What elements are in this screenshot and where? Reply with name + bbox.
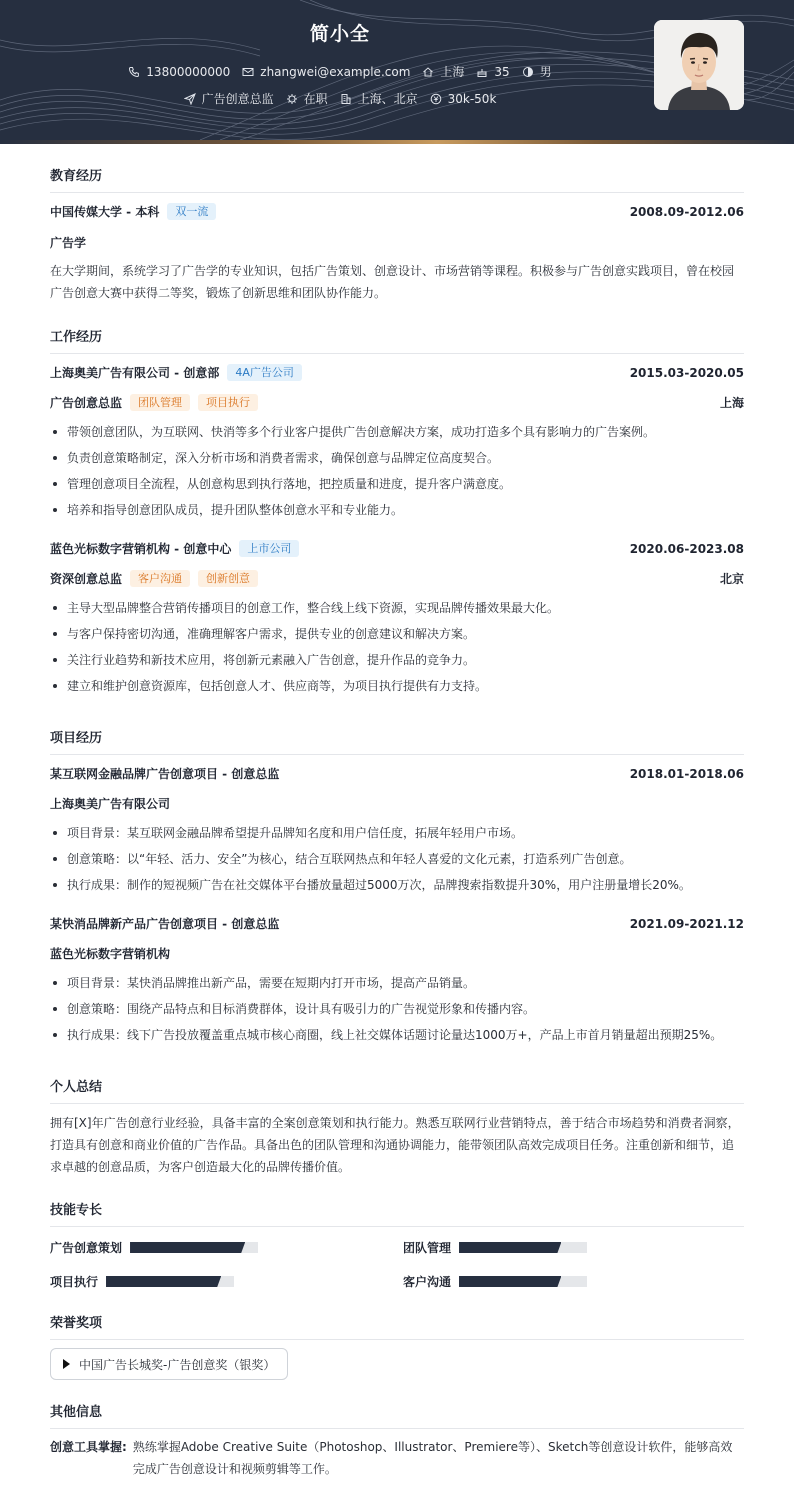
gender-text: 男 <box>539 65 552 79</box>
list-item: 创意策略：以“年轻、活力、安全”为核心，结合互联网热点和年轻人喜爱的文化元素，打造系列广告创意。 <box>50 846 744 872</box>
list-item: 与客户保持密切沟通，准确理解客户需求，提供专业的创意建议和解决方案。 <box>50 621 744 647</box>
list-item: 创意策略：围绕产品特点和目标消费群体，设计具有吸引力的广告视觉形象和传播内容。 <box>50 996 744 1022</box>
project-2-period: 2021.09-2021.12 <box>629 916 744 931</box>
work-1-company: 上海奥美广告有限公司 - 创意部 <box>50 366 220 380</box>
target-city-text: 上海、北京 <box>357 92 418 106</box>
skill-item <box>50 1239 258 1256</box>
list-item: 主导大型品牌整合营销传播项目的创意工作，整合线上线下资源，实现品牌传播效果最大化。 <box>50 595 744 621</box>
skill-name: 客户沟通 <box>403 1275 452 1289</box>
skill-bar-fill <box>106 1276 221 1287</box>
skill-name: 项目执行 <box>50 1275 99 1289</box>
list-item: 负责创意策略制定，深入分析市场和消费者需求，确保创意与品牌定位高度契合。 <box>50 445 744 471</box>
city-item <box>422 63 464 80</box>
work-1-location: 上海 <box>719 396 744 410</box>
salary-text: 30k-50k <box>447 91 497 106</box>
skill-name: 团队管理 <box>403 1241 452 1255</box>
cake-icon <box>476 66 488 78</box>
project-2-bullets <box>50 970 744 1048</box>
avatar-portrait <box>654 20 744 110</box>
avatar <box>654 20 744 110</box>
target-city-item <box>340 90 418 107</box>
header-accent-bar <box>0 140 794 144</box>
email-item <box>242 65 410 79</box>
work-1-skill-tag: 项目执行 <box>198 394 258 411</box>
list-item: 执行成果：制作的短视频广告在社交媒体平台播放量超过5000万次，品牌搜索指数提升30%，用户注册量增长20%。 <box>50 872 744 898</box>
project-1-org: 上海奥美广告有限公司 <box>50 797 171 811</box>
age-text: 35 <box>494 64 510 79</box>
list-item: 带领创意团队，为互联网、快消等多个行业客户提供广告创意解决方案，成功打造多个具有影响力的广告案例。 <box>50 419 744 445</box>
section-title-other: 其他信息 <box>50 1401 744 1429</box>
award-item[interactable] <box>50 1348 288 1380</box>
project-1-period: 2018.01-2018.06 <box>629 766 744 781</box>
work-2-title: 资深创意总监 <box>50 572 123 586</box>
status-gear-icon <box>286 93 298 105</box>
work-1-company-tag: 4A广告公司 <box>227 364 302 381</box>
education-heading-row <box>50 203 744 220</box>
skill-bar <box>130 1242 258 1253</box>
project-1-heading-row <box>50 765 744 782</box>
salary-item <box>430 92 497 106</box>
other-info-label: 创意工具掌握: <box>50 1440 127 1454</box>
skill-bar <box>106 1276 234 1287</box>
resume-header <box>0 0 794 140</box>
skill-bar-fill <box>130 1242 245 1253</box>
position-text: 广告创意总监 <box>201 92 274 106</box>
section-title-education: 教育经历 <box>50 165 744 193</box>
other-info-row <box>50 1436 744 1480</box>
section-title-skills: 技能专长 <box>50 1199 744 1227</box>
skill-bar-fill <box>459 1242 561 1253</box>
work-2-location: 北京 <box>719 572 744 586</box>
gender-item <box>522 63 552 80</box>
section-title-awards: 荣誉奖项 <box>50 1312 744 1340</box>
work-2-company-tag: 上市公司 <box>239 540 299 557</box>
city-text: 上海 <box>440 65 465 79</box>
project-2-org-row <box>50 945 744 962</box>
work-2-skill-tag: 创新创意 <box>198 570 258 587</box>
skill-bar <box>459 1276 587 1287</box>
summary-text: 拥有[X]年广告创意行业经验，具备丰富的全案创意策划和执行能力。熟悉互联网行业营销特点，善于结合市场趋势和消费者洞察，打造具有创意和商业价值的广告作品。具备出色的团队管理和沟通协调能力，能带领团队高效完成项目任务。注重创新和细节，追求卓越的创意品质，为客户创造最大化的品牌传播价值。 <box>50 1116 740 1174</box>
building-icon <box>340 93 352 105</box>
email-text: zhangwei@example.com <box>260 64 411 79</box>
school-tag: 双一流 <box>167 203 216 220</box>
project-2-heading-row <box>50 915 744 932</box>
project-2-org: 蓝色光标数字营销机构 <box>50 947 171 961</box>
skill-item <box>403 1273 587 1290</box>
major-name: 广告学 <box>50 236 87 250</box>
section-title-work: 工作经历 <box>50 326 744 354</box>
skill-name: 广告创意策划 <box>50 1241 123 1255</box>
education-major-row <box>50 234 744 251</box>
work-2-bullets <box>50 595 744 699</box>
expand-triangle-icon[interactable] <box>63 1359 70 1369</box>
list-item: 执行成果：线下广告投放覆盖重点城市核心商圈，线上社交媒体话题讨论量达1000万+，产品上市首月销量超出预期25%。 <box>50 1022 744 1048</box>
skill-item <box>403 1239 587 1256</box>
gender-icon <box>522 66 534 78</box>
money-icon <box>430 93 442 105</box>
section-title-projects: 项目经历 <box>50 727 744 755</box>
work-1-role-row <box>50 394 744 411</box>
award-text: 中国广告长城奖-广告创意奖（银奖） <box>79 1357 276 1372</box>
skill-item <box>50 1273 234 1290</box>
work-1-skill-tag: 团队管理 <box>130 394 190 411</box>
project-1-bullets <box>50 820 744 898</box>
job-intent-row <box>0 90 680 107</box>
list-item: 关注行业趋势和新技术应用，将创新元素融入广告创意，提升作品的竞争力。 <box>50 647 744 673</box>
work-2-company: 蓝色光标数字营销机构 - 创意中心 <box>50 542 232 556</box>
work-1-heading-row <box>50 364 744 381</box>
school-name: 中国传媒大学 - 本科 <box>50 205 160 219</box>
project-1-name: 某互联网金融品牌广告创意项目 - 创意总监 <box>50 767 280 781</box>
list-item: 项目背景：某快消品牌推出新产品，需要在短期内打开市场，提高产品销量。 <box>50 970 744 996</box>
work-1-period: 2015.03-2020.05 <box>629 365 744 380</box>
work-2-heading-row <box>50 540 744 557</box>
other-info-value: 熟练掌握Adobe Creative Suite（Photoshop、Illustrator、Premiere等）、Sketch等创意设计软件，能够高效完成广告创意设计和视频剪辑等工作。 <box>132 1440 733 1476</box>
list-item: 培养和指导创意团队成员，提升团队整体创意水平和专业能力。 <box>50 497 744 523</box>
phone-icon <box>128 66 140 78</box>
list-item: 管理创意项目全流程，从创意构思到执行落地，把控质量和进度，提升客户满意度。 <box>50 471 744 497</box>
project-2-name: 某快消品牌新产品广告创意项目 - 创意总监 <box>50 917 280 931</box>
home-icon <box>422 66 434 78</box>
candidate-name: 简小全 <box>309 23 370 45</box>
project-1-org-row <box>50 795 744 812</box>
phone-text: 13800000000 <box>146 64 231 79</box>
skill-bar <box>459 1242 587 1253</box>
status-item <box>286 90 328 107</box>
work-2-role-row <box>50 570 744 587</box>
skill-bar-fill <box>459 1276 561 1287</box>
position-item <box>184 90 274 107</box>
education-description: 在大学期间，系统学习了广告学的专业知识，包括广告策划、创意设计、市场营销等课程。积极参与广告创意实践项目，曾在校园广告创意大赛中获得二等奖，锻炼了创新思维和团队协作能力。 <box>50 264 735 300</box>
education-period: 2008.09-2012.06 <box>629 204 744 219</box>
list-item: 建立和维护创意资源库，包括创意人才、供应商等，为项目执行提供有力支持。 <box>50 673 744 699</box>
list-item: 项目背景：某互联网金融品牌希望提升品牌知名度和用户信任度，拓展年轻用户市场。 <box>50 820 744 846</box>
age-item <box>476 65 509 79</box>
work-2-skill-tag: 客户沟通 <box>130 570 190 587</box>
section-title-summary: 个人总结 <box>50 1076 744 1104</box>
work-1-title: 广告创意总监 <box>50 396 123 410</box>
send-icon <box>184 93 196 105</box>
mail-icon <box>242 66 254 78</box>
status-text: 在职 <box>303 92 328 106</box>
work-1-bullets <box>50 419 744 523</box>
contact-row <box>0 63 680 80</box>
phone-item <box>128 65 230 79</box>
work-2-period: 2020.06-2023.08 <box>629 541 744 556</box>
